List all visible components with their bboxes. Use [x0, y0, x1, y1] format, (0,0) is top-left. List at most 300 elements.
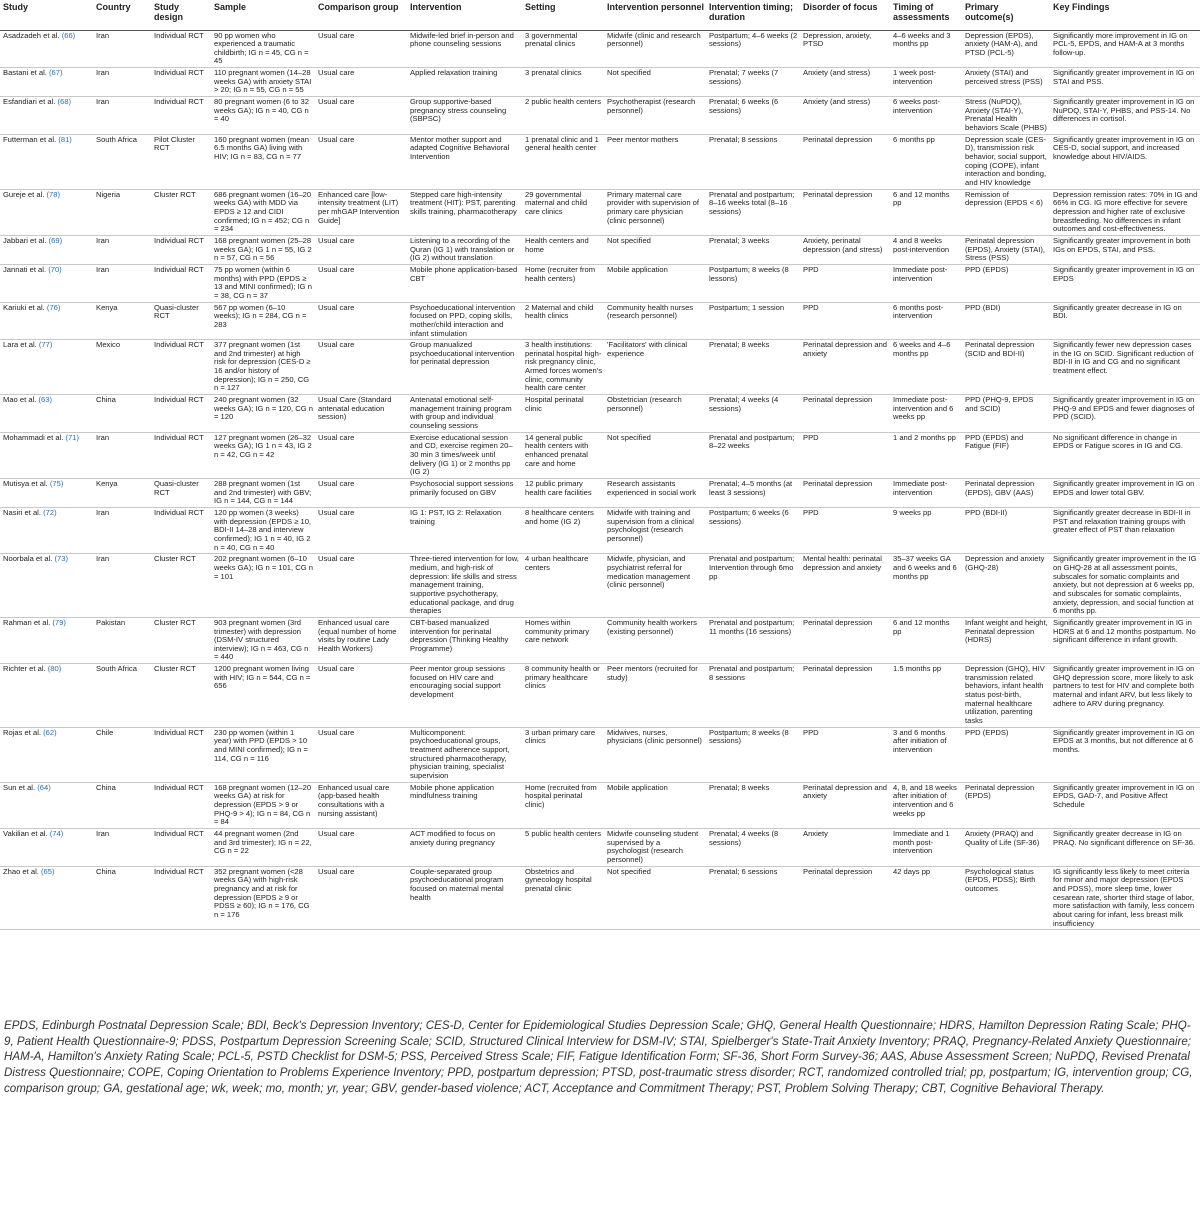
intervention-cell: Group manualized psychoeducational intervention for perinatal depression — [407, 340, 522, 395]
country-cell: Iran — [93, 507, 151, 553]
personnel-cell: Primary maternal care provider with supervision of primary care physician (clinic personnel) — [604, 189, 706, 235]
assessments-cell: 1.5 months pp — [890, 664, 962, 728]
table-row — [0, 340, 1200, 395]
reference-link[interactable]: (65) — [41, 866, 55, 876]
study-cell — [0, 340, 93, 395]
outcomes-cell: Perinatal depression (EPDS), Anxiety (STAI), Stress (PSS) — [962, 235, 1050, 264]
study-author: Rojas et al. — [3, 727, 41, 737]
timing-cell: Prenatal; 6 weeks (6 sessions) — [706, 97, 800, 135]
setting-cell: 14 general public health centers with enhanced prenatal care and home — [522, 432, 604, 478]
intervention-cell: Antenatal emotional self-management training program with group and individual counseling sessions — [407, 395, 522, 433]
country-cell: Iran — [93, 432, 151, 478]
disorder-cell: PPD — [800, 727, 890, 782]
comparison-cell: Usual care — [315, 866, 407, 930]
design-cell: Cluster RCT — [151, 189, 211, 235]
comparison-cell: Usual care — [315, 828, 407, 866]
assessments-cell: 1 week post-intervention — [890, 68, 962, 97]
reference-link[interactable]: (75) — [49, 479, 64, 488]
study-cell — [0, 30, 93, 68]
setting-cell: 2 public health centers — [522, 97, 604, 135]
reference-link[interactable]: (70) — [48, 264, 62, 274]
assessments-cell: 42 days pp — [890, 866, 962, 930]
column-header: Setting — [522, 0, 604, 30]
design-cell: Cluster RCT — [151, 617, 211, 663]
outcomes-cell: Anxiety (STAI) and perceived stress (PSS) — [962, 68, 1050, 97]
timing-cell: Prenatal and postpartum; Intervention through 6mo pp — [706, 554, 800, 618]
outcomes-cell: PPD (EPDS) — [962, 727, 1050, 782]
country-cell: South Africa — [93, 664, 151, 728]
findings-cell: Significantly greater decrease in BDI-II in PST and relaxation training groups with greater effect of PST than relaxation — [1050, 507, 1200, 553]
assessments-cell: 4–6 weeks and 3 months pp — [890, 30, 962, 68]
personnel-cell: Midwives, nurses, physicians (clinic personnel) — [604, 727, 706, 782]
design-cell: Individual RCT — [151, 432, 211, 478]
table-row — [0, 479, 1200, 508]
comparison-cell: Usual care — [315, 264, 407, 302]
sample-cell: 168 pregnant women (12–20 weeks GA) at risk for depression (EPDS > 9 or PHQ-9 > 4); IG n = 84, CG n = 84 — [211, 782, 315, 828]
column-header: Disorder of focus — [800, 0, 890, 30]
timing-cell: Postpartum; 4–6 weeks (2 sessions) — [706, 30, 800, 68]
design-cell: Quasi-cluster RCT — [151, 479, 211, 508]
personnel-cell: Peer mentors (recruited for study) — [604, 664, 706, 728]
assessments-cell: 35–37 weeks GA and 6 weeks and 6 months pp — [890, 554, 962, 618]
design-cell: Individual RCT — [151, 782, 211, 828]
reference-link[interactable]: (72) — [43, 507, 57, 517]
country-cell: Chile — [93, 727, 151, 782]
study-cell — [0, 664, 93, 728]
table-row — [0, 134, 1200, 189]
country-cell: China — [93, 866, 151, 930]
reference-link[interactable]: (71) — [65, 432, 79, 442]
intervention-cell: Mobile phone application-based CBT — [407, 264, 522, 302]
country-cell: Kenya — [93, 302, 151, 340]
country-cell: Kenya — [93, 479, 151, 508]
column-header: Intervention — [407, 0, 522, 30]
table-row — [0, 782, 1200, 828]
reference-link[interactable]: (67) — [49, 68, 63, 78]
comparison-cell: Usual care — [315, 30, 407, 68]
study-cell — [0, 264, 93, 302]
timing-cell: Prenatal and postpartum; 8–22 weeks — [706, 432, 800, 478]
reference-link[interactable]: (69) — [48, 235, 63, 245]
table-row — [0, 30, 1200, 68]
sample-cell: 75 pp women (within 6 months) with PPD (EPDS ≥ 13 and MINI confirmed); IG n = 38, CG n = 37 — [211, 264, 315, 302]
outcomes-cell: Depression and anxiety (GHQ-28) — [962, 554, 1050, 618]
study-cell — [0, 507, 93, 553]
table-row — [0, 432, 1200, 478]
study-author: Futterman et al. — [3, 134, 57, 144]
column-header: Sample — [211, 0, 315, 30]
country-cell: Nigeria — [93, 189, 151, 235]
disorder-cell: Anxiety (and stress) — [800, 97, 890, 135]
study-cell — [0, 727, 93, 782]
assessments-cell: 1 and 2 months pp — [890, 432, 962, 478]
study-author: Vakilian et al. — [3, 828, 48, 838]
outcomes-cell: PPD (BDI-II) — [962, 507, 1050, 553]
intervention-cell: Mobile phone application mindfulness training — [407, 782, 522, 828]
disorder-cell: Perinatal depression — [800, 664, 890, 728]
study-cell — [0, 189, 93, 235]
findings-cell: Significantly greater improvement in both IGs on EPDS, STAI, and PSS. — [1050, 235, 1200, 264]
setting-cell: Obstetrics and gynecology hospital prenatal clinic — [522, 866, 604, 930]
outcomes-cell: Perinatal depression (SCID and BDI-II) — [962, 340, 1050, 395]
comparison-cell: Usual care — [315, 302, 407, 340]
assessments-cell: 6 weeks post-intervention — [890, 97, 962, 135]
outcomes-cell: PPD (PHQ-9, EPDS and SCID) — [962, 395, 1050, 433]
disorder-cell: PPD — [800, 507, 890, 553]
reference-link[interactable]: (79) — [52, 617, 66, 627]
timing-cell: Prenatal; 4–5 months (at least 3 sessions) — [706, 479, 800, 508]
disorder-cell: Perinatal depression — [800, 395, 890, 433]
table-row — [0, 727, 1200, 782]
assessments-cell: 4, 8, and 18 weeks after initiation of intervention and 6 weeks pp — [890, 782, 962, 828]
findings-cell: Significantly more improvement in IG on PCL-5, EPDS, and HAM-A at 3 months follow-up. — [1050, 30, 1200, 68]
reference-link[interactable]: (62) — [43, 727, 57, 737]
personnel-cell: Not specified — [604, 235, 706, 264]
table-row — [0, 189, 1200, 235]
personnel-cell: Community health nurses (research personnel) — [604, 302, 706, 340]
table-row — [0, 664, 1200, 728]
sample-cell: 567 pp women (6–10 weeks); IG n = 284, CG n = 283 — [211, 302, 315, 340]
timing-cell: Prenatal; 8 weeks — [706, 782, 800, 828]
outcomes-cell: Psychological status (EPDS, PDSS); Birth outcomes — [962, 866, 1050, 930]
country-cell: Iran — [93, 68, 151, 97]
timing-cell: Prenatal; 3 weeks — [706, 235, 800, 264]
setting-cell: 12 public primary health care facilities — [522, 479, 604, 508]
study-cell — [0, 432, 93, 478]
setting-cell: Home (recruiter from health centers) — [522, 264, 604, 302]
timing-cell: Prenatal; 4 weeks (8 sessions) — [706, 828, 800, 866]
design-cell: Individual RCT — [151, 68, 211, 97]
study-author: Richter et al. — [3, 664, 46, 674]
assessments-cell: 9 weeks pp — [890, 507, 962, 553]
reference-link[interactable]: (77) — [38, 340, 53, 350]
study-cell — [0, 134, 93, 189]
column-header: Study design — [151, 0, 211, 30]
intervention-cell: Group supportive-based pregnancy stress counseling (SBPSC) — [407, 97, 522, 135]
design-cell: Individual RCT — [151, 97, 211, 135]
reference-link[interactable]: (76) — [46, 302, 61, 312]
country-cell: South Africa — [93, 134, 151, 189]
comparison-cell: Usual care — [315, 507, 407, 553]
study-author: Esfandiari et al. — [3, 97, 56, 107]
findings-cell: Significantly fewer new depression cases in the IG on SCID. Significant reduction of BDI-II in IG and CG and no significant treatment effect. — [1050, 340, 1200, 395]
study-cell — [0, 235, 93, 264]
personnel-cell: 'Facilitators' with clinical experience — [604, 340, 706, 395]
intervention-cell: Exercise educational session and CD, exercise regimen 20–30 min 3 times/week until delivery (IG 1) or 2 months pp (IG 2) — [407, 432, 522, 478]
setting-cell: 2 Maternal and child health clinics — [522, 302, 604, 340]
country-cell: Iran — [93, 828, 151, 866]
table-row — [0, 235, 1200, 264]
outcomes-cell: Anxiety (PRAQ) and Quality of Life (SF-36) — [962, 828, 1050, 866]
column-header: Primary outcome(s) — [962, 0, 1050, 30]
personnel-cell: Mobile application — [604, 782, 706, 828]
disorder-cell: Perinatal depression — [800, 479, 890, 508]
disorder-cell: Perinatal depression and anxiety — [800, 782, 890, 828]
study-cell — [0, 828, 93, 866]
study-cell — [0, 617, 93, 663]
findings-cell: IG significantly less likely to meet criteria for minor and major depression (EPDS and PDSS), more sleep time, lower cesarean rate, shorter third stage of labor, more satisfaction with family, less concern about caring for infant, less breast milk insufficiency — [1050, 866, 1200, 930]
country-cell: Pakistan — [93, 617, 151, 663]
study-author: Bastani et al. — [3, 68, 47, 78]
disorder-cell: Perinatal depression — [800, 189, 890, 235]
outcomes-cell: Infant weight and height, Perinatal depression (HDRS) — [962, 617, 1050, 663]
study-author: Rahman et al. — [3, 617, 51, 627]
findings-cell: Significantly greater improvement in IG on EPDS and lower total GBV. — [1050, 479, 1200, 508]
study-cell — [0, 302, 93, 340]
assessments-cell: 6 weeks and 4–6 months pp — [890, 340, 962, 395]
timing-cell: Prenatal; 7 weeks (7 sessions) — [706, 68, 800, 97]
design-cell: Pilot Cluster RCT — [151, 134, 211, 189]
reference-link[interactable]: (66) — [61, 30, 76, 40]
outcomes-cell: Stress (NuPDQ), Anxiety (STAI-Y), Prenatal Health behaviors Scale (PHBS) — [962, 97, 1050, 135]
comparison-cell: Enhanced usual care (app-based health consultations with a nursing assistant) — [315, 782, 407, 828]
study-author: Jabbari et al. — [3, 235, 47, 245]
study-cell — [0, 68, 93, 97]
personnel-cell: Peer mentor mothers — [604, 134, 706, 189]
assessments-cell: 4 and 8 weeks post-intervention — [890, 235, 962, 264]
study-author: Mohammadi et al. — [3, 432, 64, 442]
country-cell: China — [93, 782, 151, 828]
table-footnote: EPDS, Edinburgh Postnatal Depression Scale; BDI, Beck's Depression Inventory; CES-D, Center for Epidemiological Studies Depression Scale; GHQ, General Health Questionnaire; HDRS, Hamilton Depression Rating Scale; PHQ-9, Patient Health Questionnaire-9; PDSS, Postpartum Depression Screening Scale; SCID, Structured Clinical Interview for DSM-IV; STAI, Spielberger's State-Trait Anxiety Inventory; PRAQ, Pregnancy-Related Anxiety Questionnaire; HAM-A, Hamilton's Anxiety Rating Scale; PCL-5, PSTD Checklist for DSM-5; PSS, Perceived Stress Scale; FIF, Fatigue Identification Form; SF-36, Short Form Survey-36; AAS, Abuse Assessment Screen; NuPDQ, Revised Prenatal Distress Questionnaire; COPE, Coping Orientation to Problems Experience Inventory; PPD, postpartum depression; PTSD, post-traumatic stress disorder; RCT, randomized controlled trial; pp, postpartum; IG, intervention group; CG, comparison group; GA, gestational age; wk, week; mo, month; yr, year; GBV, gender-based violence; ACT, Acceptance and Commitment Therapy; PST, Problem Solving Therapy; CBT, Cognitive Behavioral Therapy. — [4, 1019, 1193, 1095]
column-header: Comparison group — [315, 0, 407, 30]
findings-cell: Significantly greater improvement in IG on PHQ-9 and EPDS and fewer diagnoses of PPD (SCID). — [1050, 395, 1200, 433]
timing-cell: Postpartum; 8 weeks (8 lessons) — [706, 264, 800, 302]
outcomes-cell: Depression scale (CES-D), transmission risk behavior, social support, coping (COPE), infant interaction and bonding, and HIV knowledge — [962, 134, 1050, 189]
assessments-cell: 6 months pp — [890, 134, 962, 189]
reference-link[interactable]: (63) — [38, 395, 52, 405]
disorder-cell: Perinatal depression — [800, 866, 890, 930]
table-row — [0, 617, 1200, 663]
sample-cell: 240 pregnant women (32 weeks GA); IG n = 120, CG n = 120 — [211, 395, 315, 433]
outcomes-cell: Depression (GHQ), HIV transmission related behaviors, infant health status post-birth, maternal healthcare utilization, parenting tasks — [962, 664, 1050, 728]
intervention-cell: Psychosocial support sessions primarily focused on GBV — [407, 479, 522, 508]
study-author: Zhao et al. — [3, 866, 39, 876]
personnel-cell: Not specified — [604, 866, 706, 930]
comparison-cell: Usual care — [315, 432, 407, 478]
table-row — [0, 395, 1200, 433]
findings-cell: Significantly greater improvement in IG in HDRS at 6 and 12 months postpartum. No significant difference in infant growth. — [1050, 617, 1200, 663]
intervention-cell: IG 1: PST, IG 2: Relaxation training — [407, 507, 522, 553]
sample-cell: 80 pregnant women (6 to 32 weeks GA); IG n = 40, CG n = 40 — [211, 97, 315, 135]
findings-cell: Significantly greater decrease in IG on BDI. — [1050, 302, 1200, 340]
personnel-cell: Midwife counseling student supervised by a psychologist (research personnel) — [604, 828, 706, 866]
design-cell: Individual RCT — [151, 828, 211, 866]
country-cell: Iran — [93, 554, 151, 618]
disorder-cell: PPD — [800, 432, 890, 478]
comparison-cell: Usual care — [315, 479, 407, 508]
findings-cell: Significantly greater improvement in IG on GHQ depression score, more likely to ask partners to test for HIV and complete both maternal and infant ARV, but less likely to adhere to ARV during pregnancy. — [1050, 664, 1200, 728]
disorder-cell: Anxiety, perinatal depression (and stress) — [800, 235, 890, 264]
personnel-cell: Mobile application — [604, 264, 706, 302]
personnel-cell: Obstetrician (research personnel) — [604, 395, 706, 433]
setting-cell: 8 community health or primary healthcare clinics — [522, 664, 604, 728]
setting-cell: Hospital perinatal clinic — [522, 395, 604, 433]
design-cell: Individual RCT — [151, 235, 211, 264]
sample-cell: 120 pp women (3 weeks) with depression (EPDS ≥ 10, BDI-II 14–28 and interview confirmed); IG 1 n = 40, IG 2 n = 40, CG n = 40 — [211, 507, 315, 553]
setting-cell: 3 urban primary care clinics — [522, 727, 604, 782]
disorder-cell: Anxiety (and stress) — [800, 68, 890, 97]
table-row — [0, 866, 1200, 930]
timing-cell: Postpartum; 6 weeks (6 sessions) — [706, 507, 800, 553]
outcomes-cell: Depression (EPDS), anxiety (HAM-A), and PTSD (PCL-5) — [962, 30, 1050, 68]
design-cell: Cluster RCT — [151, 664, 211, 728]
timing-cell: Postpartum; 1 session — [706, 302, 800, 340]
column-header: Study — [0, 0, 93, 30]
reference-link[interactable]: (74) — [49, 828, 64, 838]
study-cell — [0, 97, 93, 135]
findings-cell: Significantly greater improvement in IG on NuPDQ, STAI-Y, PHBS, and PSS-14. No differences in cortisol. — [1050, 97, 1200, 135]
timing-cell: Prenatal and postpartum; 8–16 weeks total (8–16 sessions) — [706, 189, 800, 235]
country-cell: Mexico — [93, 340, 151, 395]
outcomes-cell: Remission of depression (EPDS < 6) — [962, 189, 1050, 235]
design-cell: Individual RCT — [151, 507, 211, 553]
intervention-cell: CBT-based manualized intervention for perinatal depression (Thinking Healthy Programme) — [407, 617, 522, 663]
comparison-cell: Usual care — [315, 68, 407, 97]
timing-cell: Postpartum; 8 weeks (8 sessions) — [706, 727, 800, 782]
sample-cell: 903 pregnant women (3rd trimester) with depression (DSM-IV structured interview); IG n = 463, CG n = 440 — [211, 617, 315, 663]
study-cell — [0, 782, 93, 828]
timing-cell: Prenatal and postpartum; 11 months (16 sessions) — [706, 617, 800, 663]
column-header: Intervention personnel — [604, 0, 706, 30]
assessments-cell: 6 months post-intervention — [890, 302, 962, 340]
design-cell: Individual RCT — [151, 727, 211, 782]
personnel-cell: Research assistants experienced in social work — [604, 479, 706, 508]
country-cell: Iran — [93, 264, 151, 302]
country-cell: Iran — [93, 30, 151, 68]
setting-cell: 1 prenatal clinic and 1 general health center — [522, 134, 604, 189]
header-row — [0, 0, 1200, 30]
sample-cell: 90 pp women who experienced a traumatic childbirth; IG n = 45, CG n = 45 — [211, 30, 315, 68]
country-cell: Iran — [93, 97, 151, 135]
outcomes-cell: PPD (EPDS) and Fatigue (FIF) — [962, 432, 1050, 478]
disorder-cell: Depression, anxiety, PTSD — [800, 30, 890, 68]
intervention-cell: Stepped care high-intensity treatment (HIT): PST, parenting skills training, pharmacotherapy — [407, 189, 522, 235]
comparison-cell: Enhanced usual care (equal number of home visits by routine Lady Health Workers) — [315, 617, 407, 663]
outcomes-cell: PPD (EPDS) — [962, 264, 1050, 302]
timing-cell: Prenatal; 6 sessions — [706, 866, 800, 930]
reference-link[interactable]: (64) — [37, 782, 51, 792]
reference-link[interactable]: (80) — [47, 664, 62, 674]
reference-link[interactable]: (68) — [57, 97, 71, 107]
findings-cell: Significantly greater improvement in IG on STAI and PSS. — [1050, 68, 1200, 97]
comparison-cell: Usual care — [315, 235, 407, 264]
sample-cell: 1200 pregnant women living with HIV; IG n = 544, CG n = 656 — [211, 664, 315, 728]
disorder-cell: Mental health: perinatal depression and anxiety — [800, 554, 890, 618]
country-cell: China — [93, 395, 151, 433]
assessments-cell: Immediate and 1 month post-intervention — [890, 828, 962, 866]
personnel-cell: Not specified — [604, 432, 706, 478]
comparison-cell: Usual care — [315, 554, 407, 618]
personnel-cell: Community health workers (existing personnel) — [604, 617, 706, 663]
intervention-cell: Three-tiered intervention for low, medium, and high-risk of depression: life skills and stress management training, supportive psychotherapy, educational package, and drug therapies — [407, 554, 522, 618]
intervention-cell: Psychoeducational intervention focused on PPD, coping skills, mother/child interaction and infant stimulation — [407, 302, 522, 340]
study-cell — [0, 395, 93, 433]
design-cell: Individual RCT — [151, 395, 211, 433]
reference-link[interactable]: (78) — [46, 189, 61, 199]
intervention-cell: Peer mentor group sessions focused on HIV care and encouraging social support development — [407, 664, 522, 728]
personnel-cell: Psychotherapist (research personnel) — [604, 97, 706, 135]
setting-cell: 5 public health centers — [522, 828, 604, 866]
sample-cell: 168 pregnant women (25–28 weeks GA); IG 1 n = 55, IG 2 n = 57, CG n = 56 — [211, 235, 315, 264]
personnel-cell: Midwife, physician, and psychiatrist referral for medication management (clinic personnel) — [604, 554, 706, 618]
table-row — [0, 554, 1200, 618]
comparison-cell: Usual Care (Standard antenatal education session) — [315, 395, 407, 433]
comparison-cell: Usual care — [315, 727, 407, 782]
disorder-cell: Perinatal depression and anxiety — [800, 340, 890, 395]
sample-cell: 110 pregnant women (14–28 weeks GA) with anxiety STAI > 20; IG n = 55, CG n = 55 — [211, 68, 315, 97]
outcomes-cell: PPD (BDI) — [962, 302, 1050, 340]
reference-link[interactable]: (81) — [58, 134, 72, 144]
table-header — [0, 0, 1200, 30]
personnel-cell: Midwife with training and supervision from a clinical psychologist (research personnel) — [604, 507, 706, 553]
sample-cell: 230 pp women (within 1 year) with PPD (EPDS > 10 and MINI confirmed); IG n = 114, CG n = 116 — [211, 727, 315, 782]
disorder-cell: PPD — [800, 264, 890, 302]
study-author: Asadzadeh et al. — [3, 30, 60, 40]
findings-cell: Significantly greater improvement in IG on CES-D, social support, and increased knowledge about HIV/AIDS. — [1050, 134, 1200, 189]
intervention-cell: Couple-separated group psychoeducational program focused on maternal mental health — [407, 866, 522, 930]
setting-cell: Home (recruited from hospital perinatal clinic) — [522, 782, 604, 828]
study-author: Noorbala et al. — [3, 554, 53, 564]
table-row — [0, 302, 1200, 340]
setting-cell: 3 governmental prenatal clinics — [522, 30, 604, 68]
study-author: Mao et al. — [3, 395, 37, 405]
design-cell: Cluster RCT — [151, 554, 211, 618]
intervention-cell: Midwife-led brief in-person and phone counseling sessions — [407, 30, 522, 68]
sample-cell: 377 pregnant women (1st and 2nd trimester) at high risk for depression (CES-D ≥ 16 and/or history of depression); IG n = 250, CG n = 127 — [211, 340, 315, 395]
findings-cell: Significantly greater decrease in IG on PRAQ. No significant difference on SF-36. — [1050, 828, 1200, 866]
intervention-cell: Applied relaxation training — [407, 68, 522, 97]
study-cell — [0, 479, 93, 508]
assessments-cell: Immediate post-intervention — [890, 264, 962, 302]
study-author: Sun et al. — [3, 782, 36, 792]
design-cell: Individual RCT — [151, 866, 211, 930]
findings-cell: No significant difference in change in EPDS or Fatigue scores in IG and CG. — [1050, 432, 1200, 478]
assessments-cell: Immediate post-intervention — [890, 479, 962, 508]
intervention-cell: Mentor mother support and adapted Cognitive Behavioral Intervention — [407, 134, 522, 189]
study-author: Jannati et al. — [3, 264, 47, 274]
table-row — [0, 264, 1200, 302]
table-row — [0, 68, 1200, 97]
comparison-cell: Enhanced care [low-intensity treatment (LIT) per mhGAP Intervention Guide] — [315, 189, 407, 235]
personnel-cell: Midwife (clinic and research personnel) — [604, 30, 706, 68]
disorder-cell: Perinatal depression — [800, 617, 890, 663]
setting-cell: Health centers and home — [522, 235, 604, 264]
timing-cell: Prenatal; 4 weeks (4 sessions) — [706, 395, 800, 433]
findings-cell: Significantly greater improvement in the IG on GHQ-28 at all assessment points, subscales for somatic complaints and anxiety, but not depression at 6 weeks pp, and subscales for somatic complaints, anxiety, depression, and social function at 6 months pp. — [1050, 554, 1200, 618]
sample-cell: 288 pregnant women (1st and 2nd trimester) with GBV; IG n = 144, CG n = 144 — [211, 479, 315, 508]
column-header: Country — [93, 0, 151, 30]
study-cell — [0, 554, 93, 618]
study-author: Gureje et al. — [3, 189, 45, 199]
table-row — [0, 507, 1200, 553]
design-cell: Individual RCT — [151, 30, 211, 68]
sample-cell: 127 pregnant women (26–32 weeks GA); IG 1 n = 43, IG 2 n = 42, CG n = 42 — [211, 432, 315, 478]
study-cell — [0, 866, 93, 930]
comparison-cell: Usual care — [315, 97, 407, 135]
reference-link[interactable]: (73) — [54, 554, 69, 564]
findings-cell: Significantly greater improvement in IG on EPDS, GAD-7, and Positive Affect Schedule — [1050, 782, 1200, 828]
personnel-cell: Not specified — [604, 68, 706, 97]
setting-cell: 3 prenatal clinics — [522, 68, 604, 97]
table-row — [0, 828, 1200, 866]
intervention-cell: ACT modified to focus on anxiety during pregnancy — [407, 828, 522, 866]
intervention-cell: Multicomponent: psychoeducational groups, treatment adherence support, structured pharmacotherapy, physician training, specialist supervision — [407, 727, 522, 782]
study-author: Mutisya et al. — [3, 479, 48, 488]
setting-cell: Homes within community primary care network — [522, 617, 604, 663]
findings-cell: Significantly greater improvement in IG on EPDS — [1050, 264, 1200, 302]
comparison-cell: Usual care — [315, 664, 407, 728]
findings-cell: Significantly greater improvement in IG on EPDS at 3 months, but not difference at 6 months. — [1050, 727, 1200, 782]
